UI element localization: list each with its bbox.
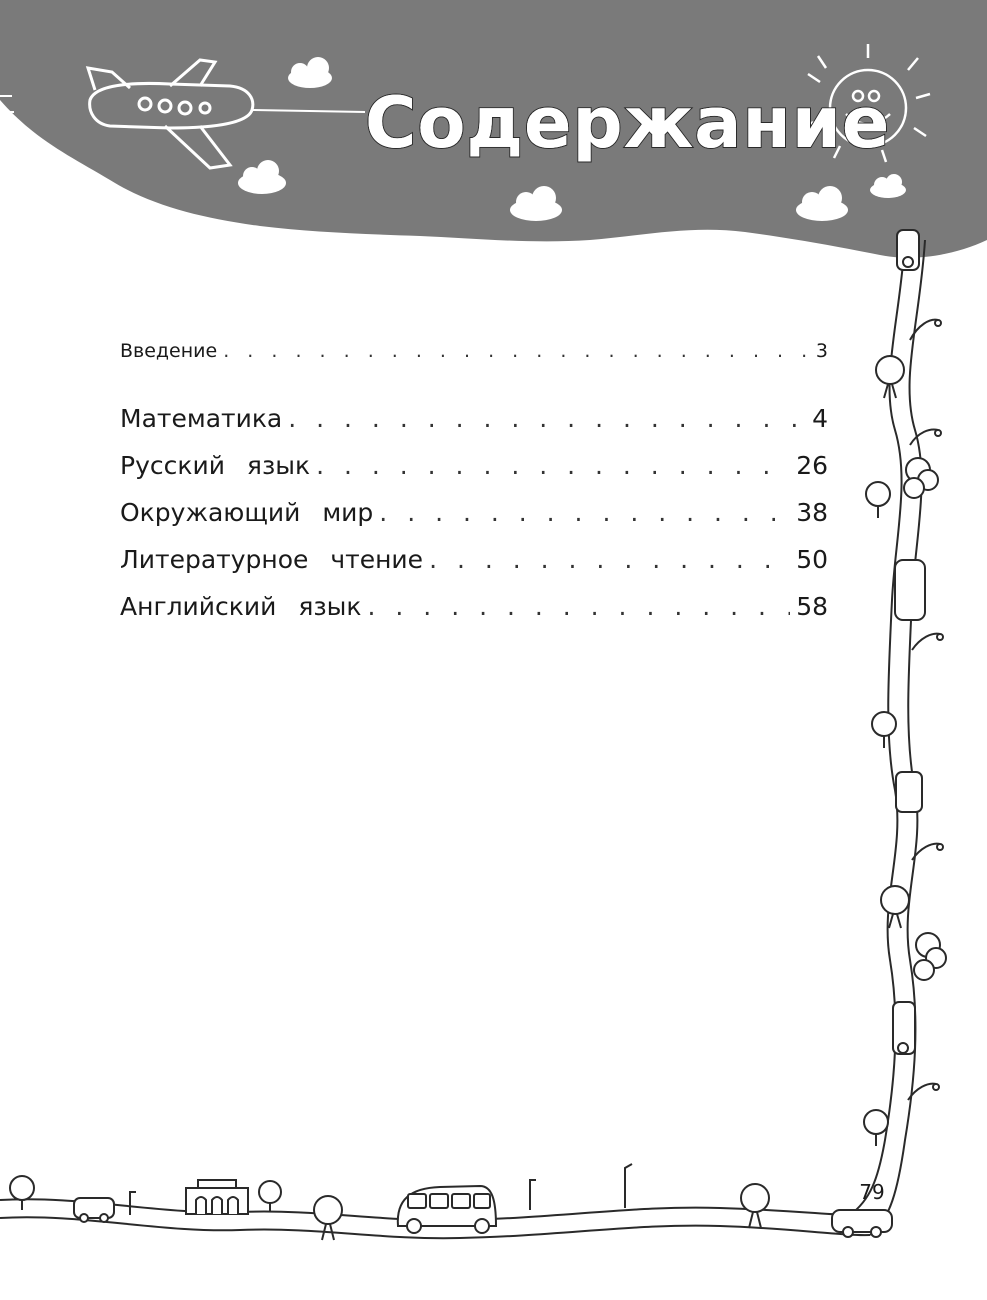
toc-entry[interactable] [120, 592, 828, 638]
toc-entry-intro[interactable] [120, 340, 828, 370]
toc-entry-label: Математика [120, 404, 283, 433]
toc-leader-dots [368, 592, 791, 621]
toc-entry-page: 3 [815, 340, 828, 362]
bus-icon [398, 1186, 496, 1233]
house-icon [186, 1180, 248, 1214]
toc-entry-page: 50 [796, 545, 828, 574]
toc-entry-label: Введение [120, 340, 218, 362]
toc-leader-dots [429, 545, 790, 574]
toc-entry-label: Литературное чтение [120, 545, 424, 574]
table-of-contents [120, 340, 828, 639]
toc-entry-label: Английский язык [120, 592, 362, 621]
page-title: Содержание [365, 82, 891, 164]
toc-leader-dots [379, 498, 790, 527]
toc-entry-page: 26 [796, 451, 828, 480]
toc-leader-dots [223, 340, 810, 362]
toc-entry[interactable] [120, 498, 828, 544]
toc-entry[interactable] [120, 451, 828, 497]
toc-leader-dots [316, 451, 790, 480]
page-number: 79 [859, 1180, 885, 1204]
toc-entry[interactable] [120, 404, 828, 450]
toc-entry-page: 4 [812, 404, 828, 433]
toc-entry-label: Окружающий мир [120, 498, 374, 527]
toc-entry-page: 38 [796, 498, 828, 527]
toc-leader-dots [288, 404, 806, 433]
toc-entry-label: Русский язык [120, 451, 311, 480]
toc-entry-page: 58 [796, 592, 828, 621]
toc-entry[interactable] [120, 545, 828, 591]
